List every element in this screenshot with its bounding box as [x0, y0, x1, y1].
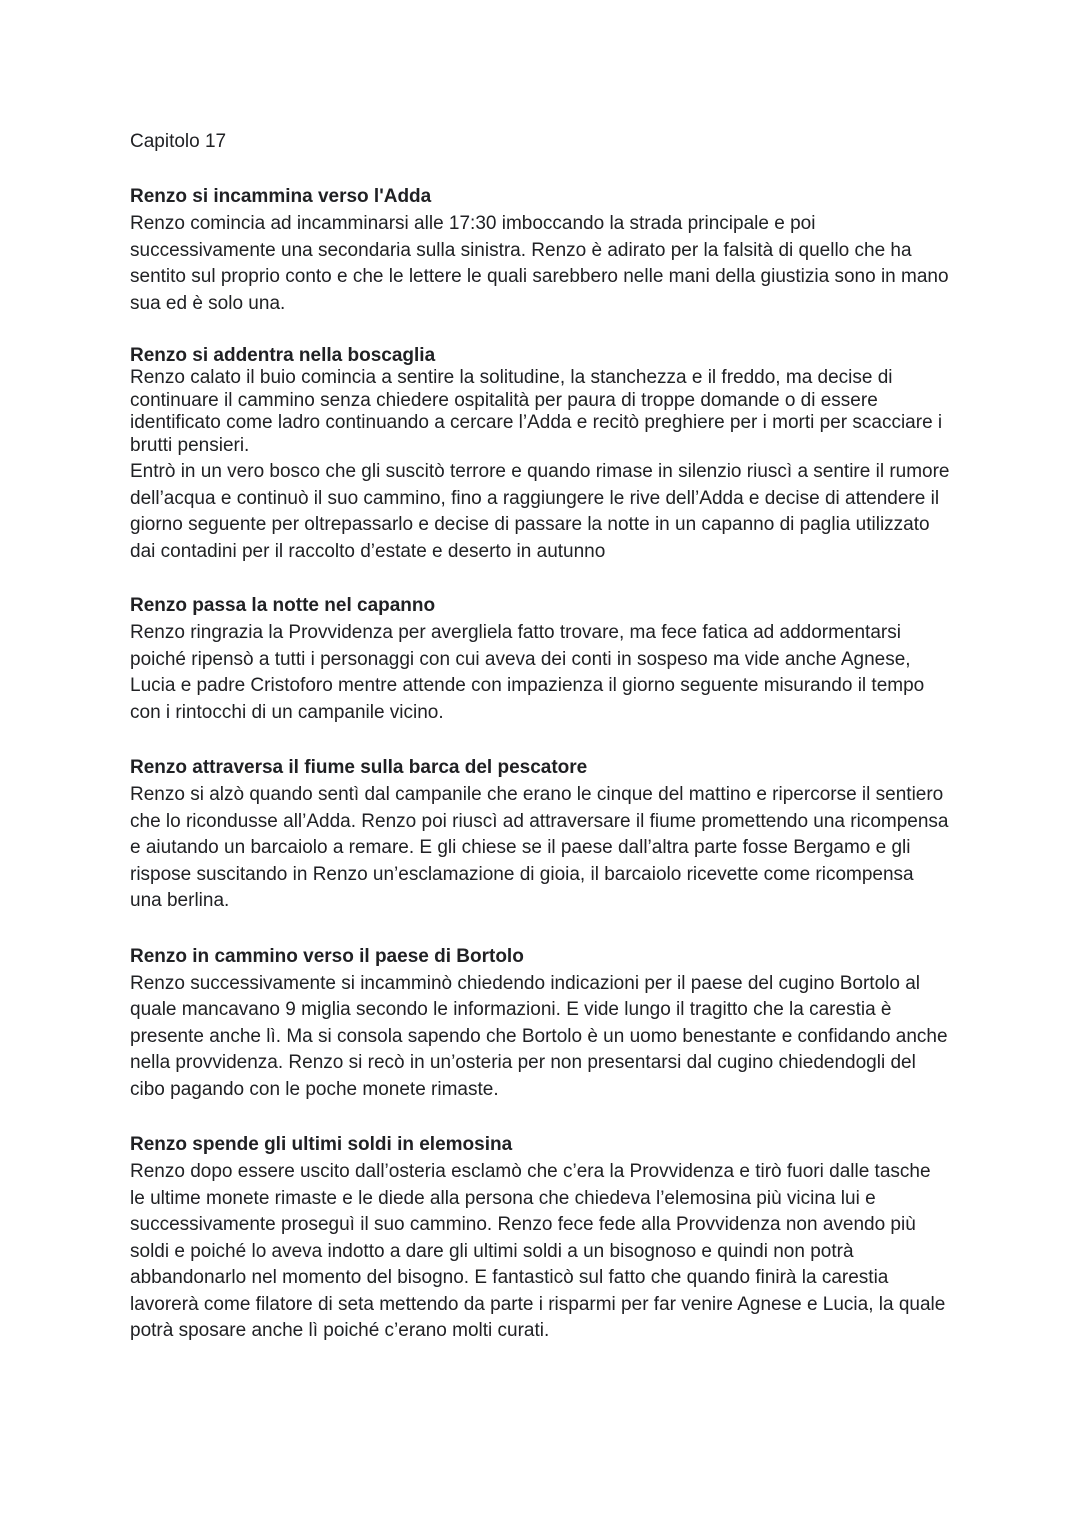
section-incammina	[130, 183, 950, 317]
section-paragraph: Renzo si alzò quando sentì dal campanile che erano le cinque del mattino e ripercorse il sentiero che lo ricondusse all’Adda. Renzo poi riuscì ad attraversare il fiume promettendo una ricompensa e aiutando un barcaiolo a remare. E gli chiese se il paese dall’altra parte fosse Bergamo e gli rispose suscitando in Renzo un’esclamazione di gioia, il barcaiolo ricevette come ricompensa una berlina.	[130, 784, 949, 911]
section-heading: Renzo in cammino verso il paese di Bortolo	[130, 945, 524, 967]
section-elemosina	[130, 1131, 950, 1345]
section-capanno	[130, 592, 950, 726]
section-heading: Renzo si incammina verso l'Adda	[130, 186, 432, 207]
section-heading: Renzo spende gli ultimi soldi in elemosina	[130, 1134, 513, 1155]
section-paragraph: Renzo ringrazia la Provvidenza per avergliela fatto trovare, ma fece fatica ad addormentarsi poiché ripensò a tutti i personaggi con cui aveva dei conti in sospeso ma vide anche Agnese, Lucia e padre Cristoforo mentre attende con impazienza il giorno seguente misurando il tempo con i rintocchi di un campanile vicino.	[130, 622, 925, 723]
section-heading: Renzo attraversa il fiume sulla barca del pescatore	[130, 757, 588, 778]
section-fiume	[130, 754, 950, 915]
section-paragraph: Renzo calato il buio comincia a sentire la solitudine, la stanchezza e il freddo, ma decise di continuare il cammino senza chiedere ospitalità per paura di troppe domande o di essere identificato come ladro continuando a cercare l’Adda e recitò preghiere per i morti per scacciare i brutti pensieri.	[130, 367, 943, 456]
section-boscaglia	[130, 345, 950, 565]
document-page	[130, 128, 950, 1345]
chapter-title: Capitolo 17	[130, 131, 227, 152]
section-bortolo	[130, 943, 950, 1104]
section-paragraph: Renzo dopo essere uscito dall’osteria esclamò che c’era la Provvidenza e tirò fuori dalle tasche le ultime monete rimaste e le diede alla persona che chiedeva l’elemosina più vicina lui e successivamente proseguì il suo cammino. Renzo fece fede alla Provvidenza non avendo più soldi e poiché lo aveva indotto a dare gli ultimi soldi a un bisognoso e quindi non potrà abbandonarlo nel momento del bisogno. E fantasticò sul fatto che quando finirà la carestia lavorerà come filatore di seta mettendo da parte i risparmi per far venire Agnese e Lucia, la quale potrà sposare anche lì poiché c’erano molti curati.	[130, 1161, 946, 1341]
section-paragraph: Renzo comincia ad incamminarsi alle 17:30 imboccando la strada principale e poi successivamente una secondaria sulla sinistra. Renzo è adirato per la falsità di quello che ha sentito sul proprio conto e che le lettere le quali sarebbero nelle mani della giustizia sono in mano sua ed è solo una.	[130, 213, 949, 314]
section-paragraph: Entrò in un vero bosco che gli suscitò terrore e quando rimase in silenzio riuscì a sentire il rumore dell’acqua e continuò il suo cammino, fino a raggiungere le rive dell’Adda e decise di attendere il giorno seguente per oltrepassarlo e decise di passare la notte in un capanno di paglia utilizzato dai contadini per il raccolto d’estate e deserto in autunno	[130, 461, 950, 562]
section-paragraph: Renzo successivamente si incamminò chiedendo indicazioni per il paese del cugino Bortolo al quale mancavano 9 miglia secondo le informazioni. E vide lungo il tragitto che la carestia è presente anche lì. Ma si consola sapendo che Bortolo è un uomo benestante e confidando anche nella provvidenza. Renzo si recò in un’osteria per non presentarsi dal cugino chiedendogli del cibo pagando con le poche monete rimaste.	[130, 972, 948, 1100]
section-heading: Renzo si addentra nella boscaglia	[130, 345, 436, 366]
section-heading: Renzo passa la notte nel capanno	[130, 595, 436, 616]
